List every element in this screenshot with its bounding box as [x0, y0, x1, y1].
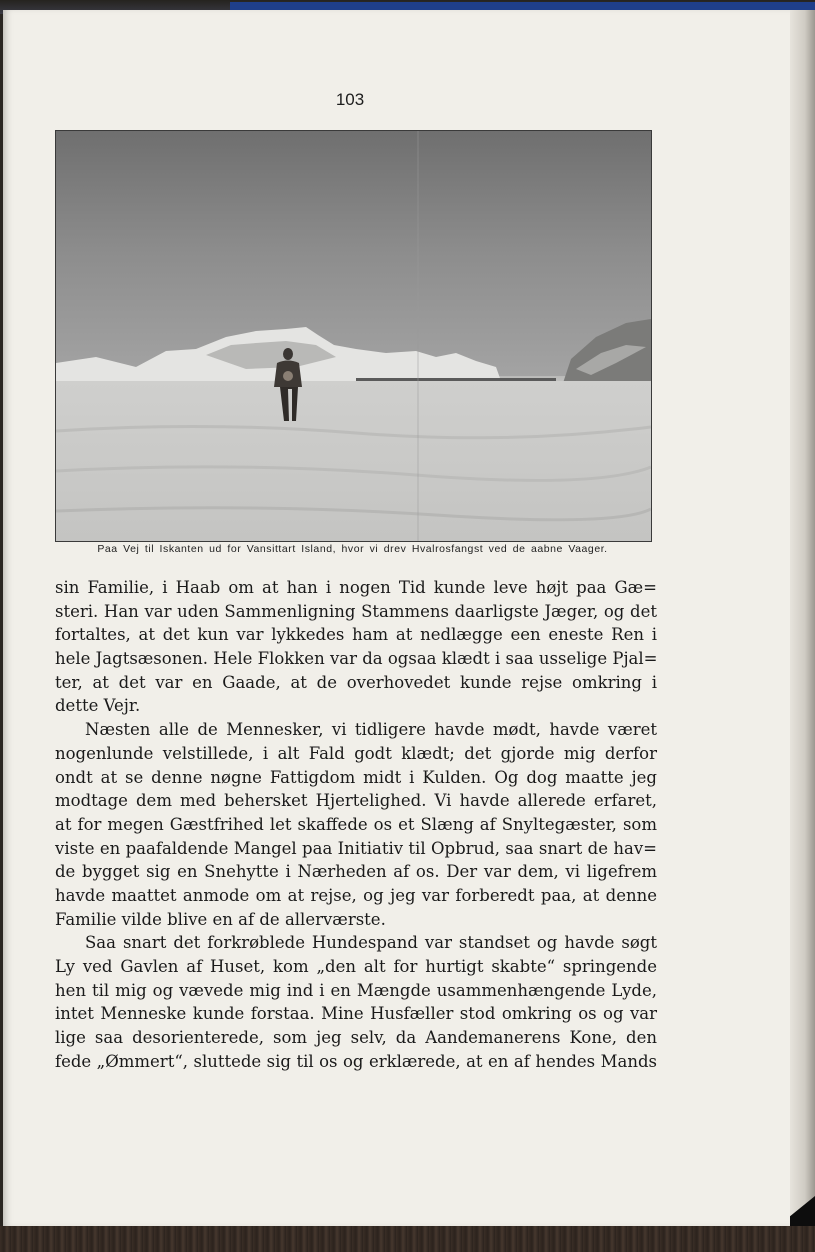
text-line: dette Vejr.: [55, 696, 141, 716]
text-line: intet Menneske kunde forstaa. Mine Husfæller stod omkring os og var: [55, 1004, 657, 1024]
text-line: Ly ved Gavlen af Huset, kom „den alt for hurtigt skabte“ springende: [55, 957, 657, 976]
book-cover-edge: [230, 2, 815, 10]
text-line: nogenlunde velstillede, i alt Fald godt klædt; det gjorde mig derfor: [55, 743, 657, 763]
text-line: de bygget sig en Snehytte i Nærheden af os. Der var dem, vi ligefrem: [55, 862, 657, 882]
paragraph-2: [55, 718, 657, 931]
photo-caption: Paa Vej til Iskanten ud for Vansittart Island, hvor vi drev Hvalrosfangst ved de aabne Vaager.: [97, 543, 608, 555]
sea-ice: [56, 381, 651, 541]
text-line: viste en paafaldende Mangel paa Initiativ til Opbrud, saa snart de hav=: [55, 838, 657, 858]
page-number: 103: [335, 90, 365, 109]
text-line: Familie vilde blive en af de allerværste.: [55, 909, 386, 929]
photo-scene: [56, 131, 651, 541]
text-line: at for megen Gæstfrihed let skaffede os et Slæng af Snyltegæster, som: [55, 814, 657, 834]
paragraph-3: [55, 931, 657, 1073]
text-line: fede „Ømmert“, sluttede sig til os og erklærede, at en af hendes Mands: [55, 1051, 657, 1071]
paragraph-1: [55, 576, 657, 718]
text-line: steri. Han var uden Sammenligning Stammens daarligste Jæger, og det: [55, 601, 657, 621]
photograph-ice-edge: [55, 130, 652, 542]
text-line: sin Familie, i Haab om at han i nogen Tid kunde leve højt paa Gæ=: [55, 578, 657, 597]
page-stack-edge: [790, 10, 815, 1226]
text-line: modtage dem med behersket Hjertelighed. Vi havde allerede erfaret,: [55, 791, 657, 811]
text-line: fortaltes, at det kun var lykkedes ham at nedlægge een eneste Ren i: [55, 625, 657, 645]
text-line: ter, at det var en Gaade, at de overhovedet kunde rejse omkring i: [55, 672, 657, 692]
text-line: hele Jagtsæsonen. Hele Flokken var da ogsaa klædt i saa usselige Pjal=: [55, 649, 658, 669]
text-line: Saa snart det forkrøblede Hundespand var standset og havde søgt: [85, 933, 657, 953]
text-line: Næsten alle de Mennesker, vi tidligere havde mødt, havde været: [85, 720, 657, 740]
scan-bottom-border: [0, 1226, 815, 1252]
text-line: ondt at se denne nøgne Fattigdom midt i Kulden. Og dog maatte jeg: [55, 767, 657, 787]
sky: [56, 131, 651, 376]
text-line: lige saa desorienterede, som jeg selv, da Aandemanerens Kone, den: [55, 1028, 657, 1048]
text-line: hen til mig og vævede mig ind i en Mængde usammenhængende Lyde,: [55, 980, 657, 1000]
text-line: havde maattet anmode om at rejse, og jeg var forberedt paa, at denne: [55, 885, 657, 905]
body-text: [55, 576, 657, 1073]
